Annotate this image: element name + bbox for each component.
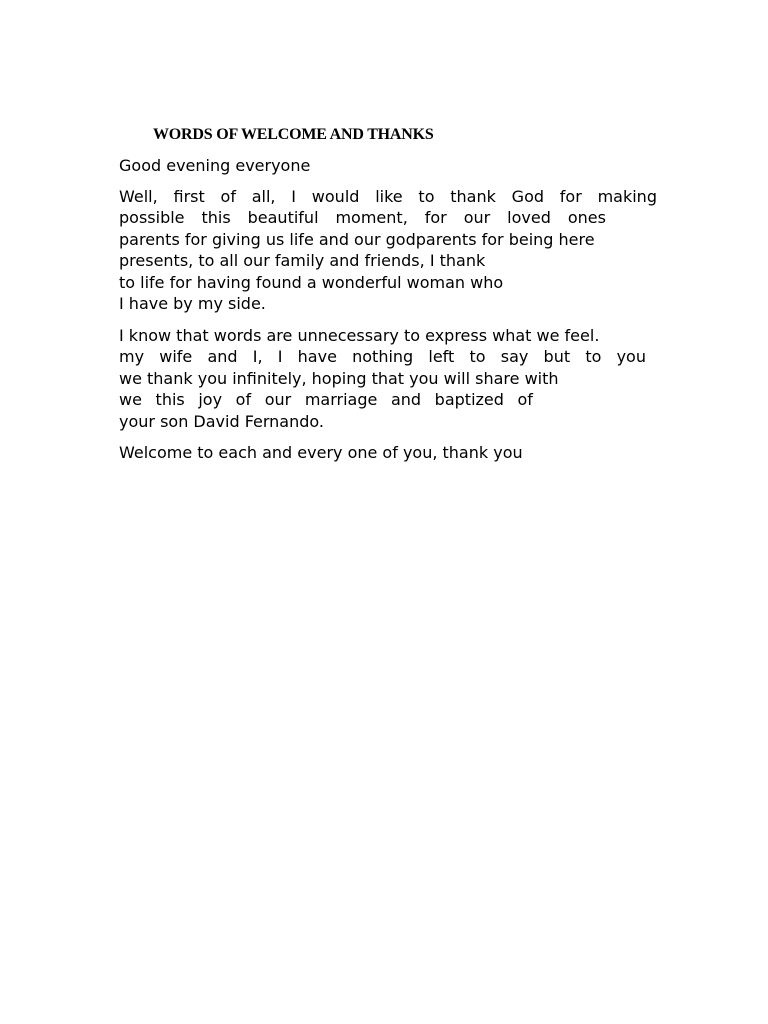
word: of xyxy=(235,390,252,410)
word: for xyxy=(424,208,447,228)
word: possible xyxy=(119,208,185,228)
word: my xyxy=(119,347,145,367)
greeting-text: Good evening everyone xyxy=(119,156,311,175)
word: moment, xyxy=(335,208,408,228)
word: baptized xyxy=(434,390,504,410)
word: would xyxy=(311,187,360,206)
paragraph-1 xyxy=(119,186,657,314)
paragraph-1-line: to life for having found a wonderful woman who xyxy=(119,272,504,292)
word: beautiful xyxy=(247,208,319,228)
word: making xyxy=(597,187,657,206)
word: our xyxy=(264,390,292,410)
word: to xyxy=(469,347,486,367)
paragraph-2-line xyxy=(119,346,646,367)
word: to xyxy=(418,187,435,206)
word: all, xyxy=(251,187,276,206)
word: loved xyxy=(507,208,551,228)
word: God xyxy=(511,187,545,206)
paragraph-2-line: your son David Fernando. xyxy=(119,411,324,431)
word: marriage xyxy=(304,390,378,410)
word: we xyxy=(119,390,142,410)
word: for xyxy=(559,187,582,206)
word: left xyxy=(428,347,455,367)
word: this xyxy=(155,390,185,410)
paragraph-2 xyxy=(119,325,657,432)
paragraph-2-line: I know that words are unnecessary to express what we feel. xyxy=(119,326,600,345)
word: like xyxy=(375,187,403,206)
word: of xyxy=(220,187,236,206)
word: say xyxy=(500,347,529,367)
paragraph-1-line: parents for giving us life and our godparents for being here xyxy=(119,229,595,249)
word: Well, xyxy=(119,187,158,206)
paragraph-1-line xyxy=(119,186,657,207)
word: to xyxy=(585,347,602,367)
word: but xyxy=(543,347,571,367)
paragraph-2-line: we thank you infinitely, hoping that you will share with xyxy=(119,368,559,388)
word: I xyxy=(277,347,283,367)
closing-text: Welcome to each and every one of you, thank you xyxy=(119,443,523,462)
word: our xyxy=(463,208,491,228)
word: you xyxy=(616,347,646,367)
word: I, xyxy=(252,347,263,367)
word: thank xyxy=(450,187,496,206)
word: I xyxy=(291,187,297,206)
closing-paragraph xyxy=(119,442,657,463)
paragraph-1-line: presents, to all our family and friends, I thank xyxy=(119,251,486,271)
word: wife xyxy=(159,347,193,367)
paragraph-1-line xyxy=(119,207,606,228)
word: joy xyxy=(198,390,223,410)
paragraph-2-line xyxy=(119,389,533,410)
word: of xyxy=(517,390,533,410)
word: and xyxy=(207,347,238,367)
greeting-paragraph xyxy=(119,155,657,176)
word: have xyxy=(297,347,337,367)
word: this xyxy=(201,208,231,228)
word: and xyxy=(390,390,422,410)
word: first xyxy=(173,187,205,206)
paragraph-1-line: I have by my side. xyxy=(119,293,266,313)
word: nothing xyxy=(352,347,414,367)
document-title: WORDS OF WELCOME AND THANKS xyxy=(153,126,434,143)
word: ones xyxy=(567,208,606,228)
